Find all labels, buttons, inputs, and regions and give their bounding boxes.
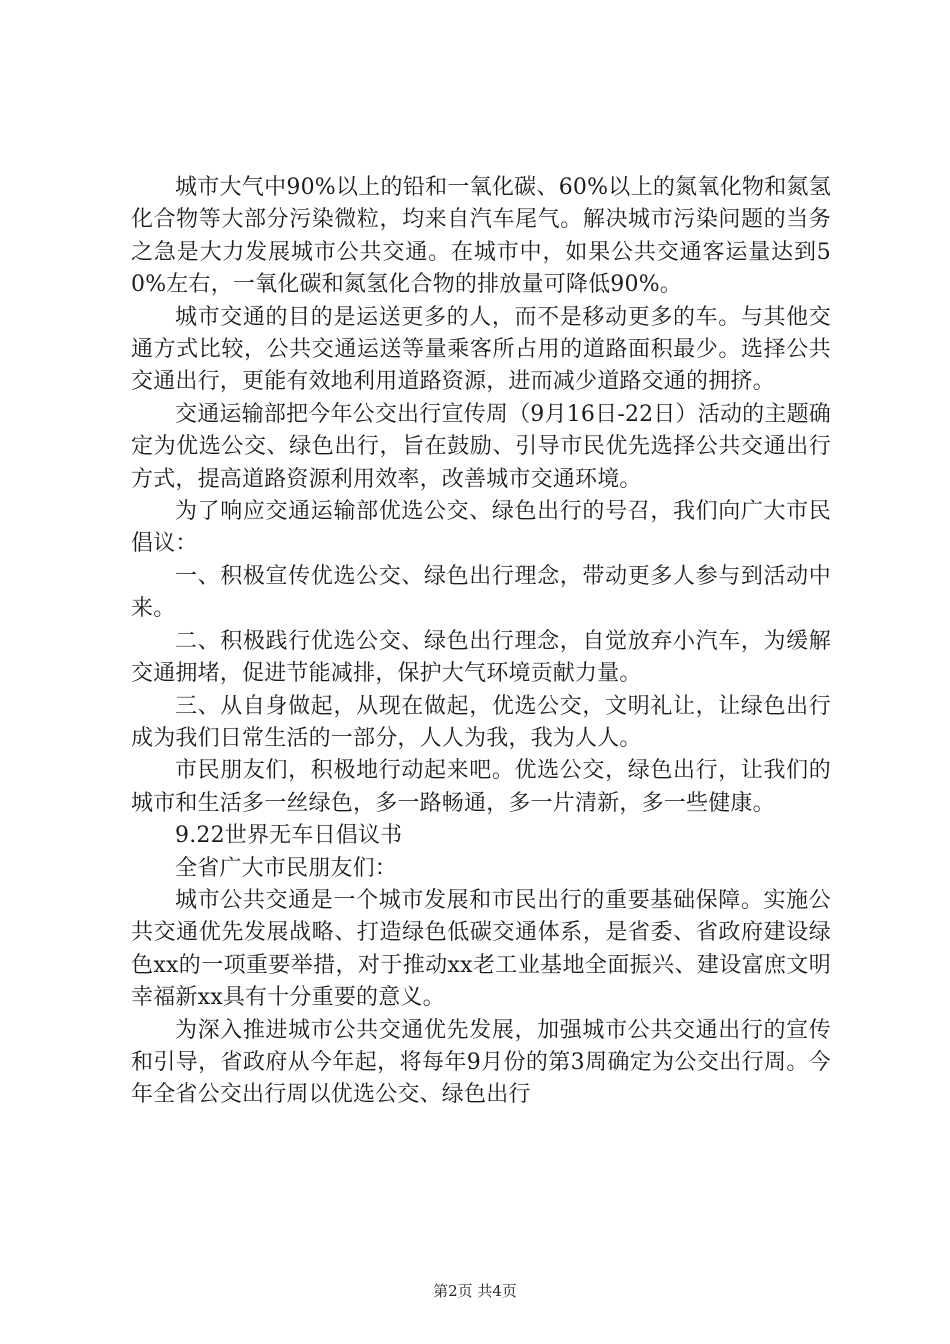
- paragraph-proposal-one: 一、积极宣传优选公交、绿色出行理念，带动更多人参与到活动中来。: [131, 563, 831, 622]
- paragraph-transit-week: 为深入推进城市公共交通优先发展，加强城市公共交通出行的宣传和引导，省政府从今年起，将每年9月份的第3周确定为公交出行周。今年全省公交出行周以优选公交、绿色出行: [131, 1017, 831, 1108]
- paragraph-transport-purpose: 城市交通的目的是运送更多的人，而不是移动更多的车。与其他交通方式比较，公共交通运送等量乘客所占用的道路面积最少。选择公共交通出行，更能有效地利用道路资源，进而减少道路交通的拥挤。: [131, 304, 831, 395]
- paragraph-proposal-three: 三、从自身做起，从现在做起，优选公交，文明礼让，让绿色出行成为我们日常生活的一部分，人人为我，我为人人。: [131, 693, 831, 751]
- paragraph-closing-appeal: 市民朋友们，积极地行动起来吧。优选公交，绿色出行，让我们的城市和生活多一丝绿色，多一路畅通，多一片清新，多一些健康。: [131, 758, 831, 816]
- paragraph-publicity-week: 交通运输部把今年公交出行宣传周（9月16日-22日）活动的主题确定为优选公交、绿色出行，旨在鼓励、引导市民优先选择公共交通出行方式，提高道路资源利用效率，改善城市交通环境。: [131, 401, 831, 492]
- paragraph-air-pollution: 城市大气中90%以上的铅和一氧化碳、60%以上的氮氧化物和氮氢化合物等大部分污染微粒，均来自汽车尾气。解决城市污染问题的当务之急是大力发展城市公共交通。在城市中，如果公共交通客运量达到50%左右，一氧化碳和氮氢化合物的排放量可降低90%。: [131, 175, 831, 298]
- paragraph-proposal-two: 二、积极践行优选公交、绿色出行理念，自觉放弃小汽车，为缓解交通拥堵，促进节能减排，保护大气环境贡献力量。: [131, 628, 831, 687]
- document-body: [131, 172, 831, 1112]
- section-title: 9.22世界无车日倡议书: [175, 823, 403, 849]
- paragraph-public-transit-importance: 城市公共交通是一个城市发展和市民出行的重要基础保障。实施公共交通优先发展战略、打造绿色低碳交通体系，是省委、省政府建设绿色xx的一项重要举措，对于推动xx老工业基地全面振兴、建设富庶文明幸福新xx具有十分重要的意义。: [131, 887, 831, 1011]
- salutation: 全省广大市民朋友们：: [175, 855, 398, 881]
- paragraph-call-to-citizens: 为了响应交通运输部优选公交、绿色出行的号召，我们向广大市民倡议：: [131, 499, 831, 557]
- page-number-footer: 第2页 共4页: [433, 1282, 517, 1300]
